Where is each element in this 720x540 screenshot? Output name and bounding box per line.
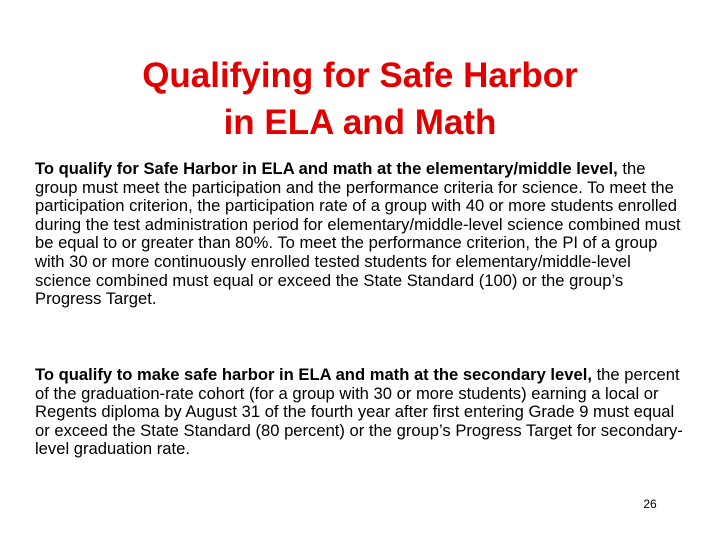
paragraph-secondary bbox=[35, 366, 685, 459]
paragraph-1-body: the group must meet the participation and the performance criteria for science. To meet the participation criterion, the participation rate of a group with 40 or more students enrolled during the test administration period for elementary/middle-level science combined must be equal to or greater than 80%. To meet the performance criterion, the PI of a group with 30 or more continuously enrolled tested students for elementary/middle-level science combined must equal or exceed the State Standard (100) or the group’s Progress Target. bbox=[35, 159, 681, 309]
paragraph-elementary-middle bbox=[35, 160, 685, 309]
paragraph-2-lead: To qualify to make safe harbor in ELA and math at the secondary level, bbox=[35, 365, 592, 384]
paragraph-1-lead: To qualify for Safe Harbor in ELA and math at the elementary/middle level, bbox=[35, 159, 618, 178]
slide-title bbox=[0, 52, 720, 146]
slide-title-line-2: in ELA and Math bbox=[223, 103, 497, 142]
page-number: 26 bbox=[643, 497, 657, 511]
paragraph-2-body: the percent of the graduation-rate cohort (for a group with 30 or more students) earning a local or Regents diploma by August 31 of the fourth year after first entering Grade 9 must equal or exceed the State Standard (80 percent) or the group’s Progress Target for secondary-level graduation rate. bbox=[35, 365, 683, 459]
slide-title-line-1: Qualifying for Safe Harbor bbox=[142, 56, 578, 95]
